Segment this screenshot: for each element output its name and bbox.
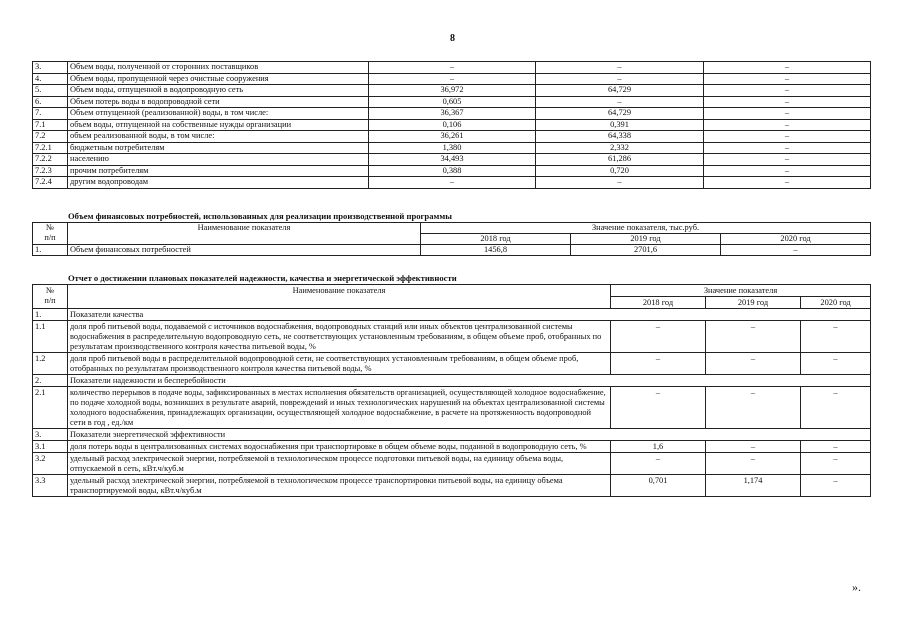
section-row [33,375,871,387]
table-row [33,177,871,189]
row-value-2018: – [611,353,706,375]
row-value-2019: – [706,321,801,353]
section-row [33,429,871,441]
table-row [33,62,871,74]
row-value-2018: 0,106 [369,119,536,131]
row-value-2019: 61,286 [536,154,704,166]
row-num: 3.3 [33,475,68,497]
row-value-2020: – [704,96,871,108]
table-row [33,142,871,154]
row-value-2018: 0,388 [369,165,536,177]
row-num: 1. [33,245,68,256]
table-row [33,85,871,97]
section-title: Показатели энергетической эффективности [68,429,871,441]
section-title: Показатели надежности и бесперебойности [68,375,871,387]
row-value-2020: – [704,62,871,74]
page-number: 8 [450,33,455,44]
table-row [33,73,871,85]
header-num-line2: п/п [44,296,56,305]
reliability-report-table [32,284,871,497]
row-value-2018: 36,261 [369,131,536,143]
table-row [33,353,871,375]
row-num: 3.2 [33,453,68,475]
financial-needs-caption: Объем финансовых потребностей, использованных для реализации производственной программы [68,211,452,221]
header-num [33,285,68,309]
row-num: 7.2.4 [33,177,68,189]
row-name: Объем отпущенной (реализованной) воды, в том числе: [68,108,369,120]
row-value-2020: – [801,321,871,353]
row-value-2019: 1,174 [706,475,801,497]
row-value-2018: 0,701 [611,475,706,497]
row-name: другим водопроводам [68,177,369,189]
row-num: 1.1 [33,321,68,353]
row-value-2018: 1,380 [369,142,536,154]
row-value-2018: – [369,73,536,85]
table-row [33,165,871,177]
row-value-2019: 64,338 [536,131,704,143]
row-value-2020: – [704,73,871,85]
row-name: объем воды, отпущенной на собственные нужды организации [68,119,369,131]
table-row [33,131,871,143]
closing-mark: ». [852,580,861,594]
table-row [33,119,871,131]
row-value-2020: – [704,131,871,143]
row-value-2018: – [611,387,706,429]
section-title: Показатели качества [68,309,871,321]
row-name: доля проб питьевой воды в распределительной водопроводной сети, не соответствующих установленным требованиям, в общем объеме проб, отобранных по результатам производственного контроля качества питьевой воды, % [68,353,611,375]
row-value-2018: – [611,321,706,353]
row-num: 4. [33,73,68,85]
header-num-line1: № [46,223,54,232]
header-year-2019: 2019 год [571,234,721,245]
row-num: 7.2.3 [33,165,68,177]
water-volume-table [32,61,871,189]
header-name: Наименование показателя [68,285,611,309]
row-name: Объем потерь воды в водопроводной сети [68,96,369,108]
table-row [33,245,871,256]
financial-needs-table [32,222,871,256]
row-num: 2.1 [33,387,68,429]
row-num: 7.2.1 [33,142,68,154]
section-row [33,309,871,321]
table-row [33,321,871,353]
row-num: 3. [33,62,68,74]
header-name: Наименование показателя [68,223,421,245]
row-num: 6. [33,96,68,108]
row-value-2020: – [704,142,871,154]
row-value-2018: 1456,8 [421,245,571,256]
row-name: удельный расход электрической энергии, потребляемой в технологическом процессе подготовки питьевой воды, на единицу объема воды, отпускаемой в сеть, кВт.ч/куб.м [68,453,611,475]
row-name: доля проб питьевой воды, подаваемой с источников водоснабжения, водопроводных станций или иных объектов централизованной системы водоснабжения в распределительную водопроводную сеть, не соответствующих установленным требованиям, в общем объеме проб, отобранных по результатам производственного контроля качества питьевой воды, % [68,321,611,353]
reliability-report-caption: Отчет о достижении плановых показателей надежности, качества и энергетической эффективности [68,273,457,283]
table-row [33,453,871,475]
row-value-2019: – [536,73,704,85]
header-year-2019: 2019 год [706,297,801,309]
row-value-2018: – [611,453,706,475]
row-value-2019: – [706,441,801,453]
row-num: 7. [33,108,68,120]
row-value-2019: 0,391 [536,119,704,131]
row-num: 3.1 [33,441,68,453]
table-row [33,154,871,166]
row-value-2020: – [801,441,871,453]
row-value-2019: – [536,177,704,189]
row-name: Объем воды, пропущенной через очистные сооружения [68,73,369,85]
row-value-2020: – [704,108,871,120]
row-value-2018: – [369,62,536,74]
row-value-2019: – [536,62,704,74]
table-row [33,441,871,453]
row-value-2020: – [704,154,871,166]
row-value-2019: 0,720 [536,165,704,177]
row-name: Объем воды, полученной от сторонних поставщиков [68,62,369,74]
row-value-2020: – [721,245,871,256]
row-num: 1.2 [33,353,68,375]
row-name: населению [68,154,369,166]
row-value-2019: 2,332 [536,142,704,154]
row-num: 7.2.2 [33,154,68,166]
row-name: доля потерь воды в централизованных системах водоснабжения при транспортировке в общем объеме воды, поданной в водопроводную сеть, % [68,441,611,453]
row-value-2018: 0,605 [369,96,536,108]
row-value-2019: 64,729 [536,85,704,97]
row-value-2020: – [801,387,871,429]
row-value-2019: 2701,6 [571,245,721,256]
row-name: удельный расход электрической энергии, потребляемой в технологическом процессе транспортировки питьевой воды, на единицу объема транспортируемой воды, кВт.ч/куб.м [68,475,611,497]
table-row [33,108,871,120]
row-value-2020: – [801,353,871,375]
header-year-2018: 2018 год [611,297,706,309]
header-year-2018: 2018 год [421,234,571,245]
row-value-2020: – [801,453,871,475]
row-value-2018: – [369,177,536,189]
row-value-2019: – [706,453,801,475]
row-value-2020: – [704,165,871,177]
row-num: 5. [33,85,68,97]
header-value: Значение показателя, тыс.руб. [421,223,871,234]
row-name: Объем воды, отпущенной в водопроводную сеть [68,85,369,97]
table-row [33,475,871,497]
row-value-2018: 36,367 [369,108,536,120]
row-name: объем реализованной воды, в том числе: [68,131,369,143]
row-value-2019: – [706,387,801,429]
row-value-2019: 64,729 [536,108,704,120]
row-num: 2. [33,375,68,387]
row-value-2020: – [704,85,871,97]
row-name: бюджетным потребителям [68,142,369,154]
row-value-2020: – [704,177,871,189]
row-value-2019: – [706,353,801,375]
row-value-2020: – [704,119,871,131]
header-num-line1: № [46,286,54,295]
row-num: 3. [33,429,68,441]
header-num-line2: п/п [44,233,56,242]
row-num: 7.1 [33,119,68,131]
row-num: 1. [33,309,68,321]
row-value-2018: 1,6 [611,441,706,453]
header-year-2020: 2020 год [721,234,871,245]
row-value-2019: – [536,96,704,108]
row-name: количество перерывов в подаче воды, зафиксированных в местах исполнения обязательств организацией, осуществляющей холодное водоснабжение, по подаче холодной воды, возникших в результате аварий, повреждений и иных технологических нарушений на объектах централизованной системы холодного водоснабжения, принадлежащих организации, осуществляющей холодное водоснабжение, в расчете на протяженность водопроводной сети в год , ед./км [68,387,611,429]
row-name: прочим потребителям [68,165,369,177]
header-value: Значение показателя [611,285,871,297]
row-value-2018: 34,493 [369,154,536,166]
row-value-2020: – [801,475,871,497]
row-value-2018: 36,972 [369,85,536,97]
header-year-2020: 2020 год [801,297,871,309]
table-row [33,96,871,108]
header-num [33,223,68,245]
table-row [33,387,871,429]
row-name: Объем финансовых потребностей [68,245,421,256]
row-num: 7.2 [33,131,68,143]
